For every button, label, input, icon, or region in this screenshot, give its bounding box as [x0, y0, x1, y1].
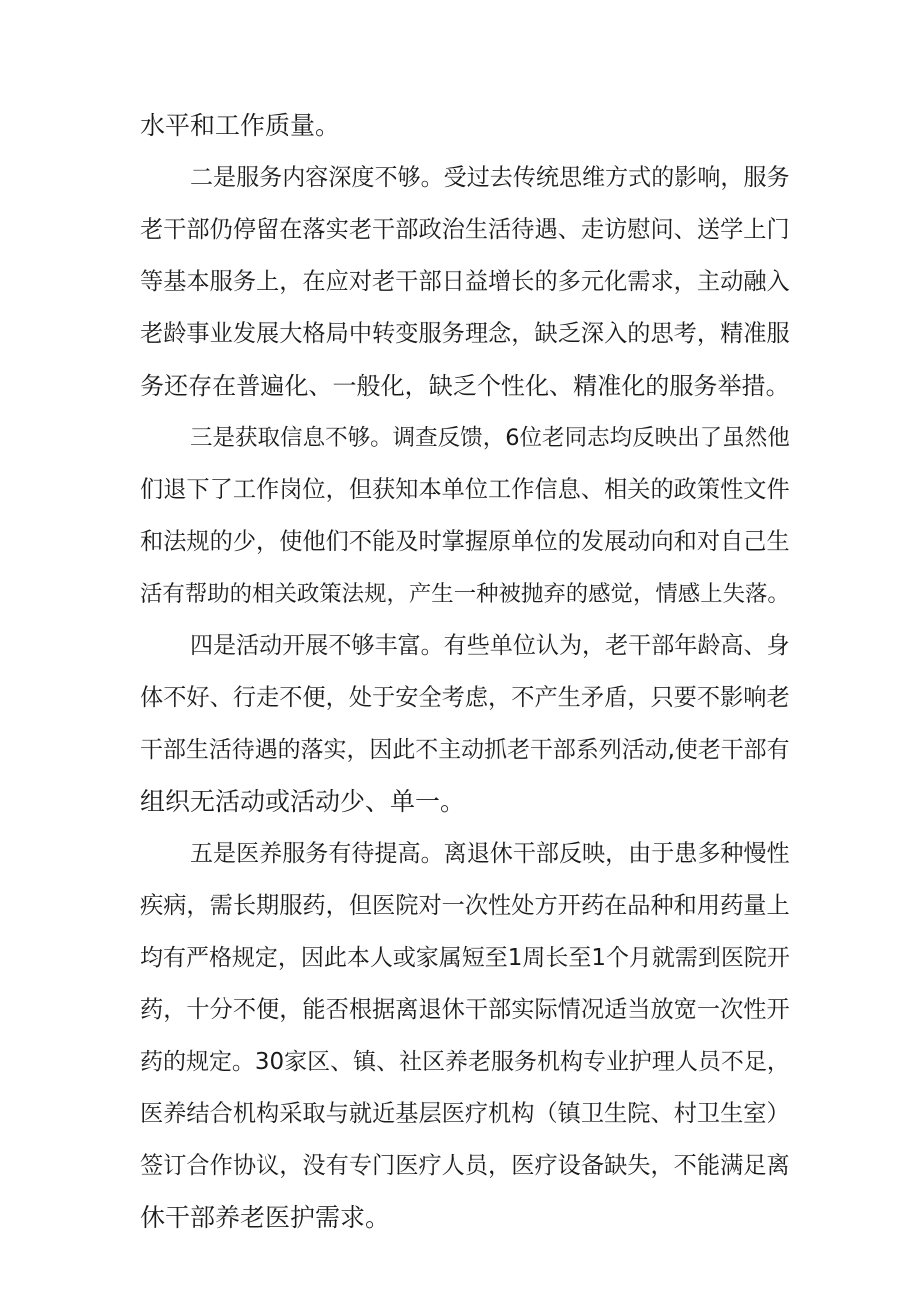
text-line — [0, 933, 920, 983]
text-line-content: 四是活动开展不够丰富。有些单位认为，老干部年龄高、身 — [190, 633, 790, 659]
text-line — [0, 517, 920, 567]
text-line — [0, 1193, 920, 1243]
text-line — [0, 777, 920, 827]
text-line-content: 药，十分不便，能否根据离退休干部实际情况适当放宽一次性开 — [140, 996, 790, 1023]
text-line-content: 老干部仍停留在落实老干部政治生活待遇、走访慰问、送学上门 — [140, 216, 790, 243]
text-line-content: 干部生活待遇的落实，因此不主动抓老干部系列活动,使老干部有 — [140, 737, 790, 763]
text-line — [0, 725, 920, 775]
text-line — [0, 569, 920, 619]
text-line — [0, 881, 920, 931]
text-line-content: 疾病，需长期服药，但医院对一次性处方开药在品种和用药量上 — [140, 892, 790, 919]
text-line-content: 务还存在普遍化、一般化，缺乏个性化、精准化的服务举措。 — [140, 372, 790, 400]
text-line-content: 医养结合机构采取与就近基层医疗机构（镇卫生院、村卫生室） — [140, 1100, 790, 1127]
text-line — [0, 1089, 920, 1139]
text-line — [0, 413, 920, 463]
text-line-content: 药的规定。30家区、镇、社区养老服务机构专业护理人员不足， — [140, 1049, 790, 1075]
text-line — [0, 985, 920, 1035]
text-line — [0, 1141, 920, 1191]
text-line — [0, 673, 920, 723]
text-line-content: 签订合作协议，没有专门医疗人员，医疗设备缺失，不能满足离 — [140, 1152, 790, 1179]
text-line-content: 老龄事业发展大格局中转变服务理念，缺乏深入的思考，精准服 — [140, 320, 790, 347]
text-line-content: 五是医养服务有待提高。离退休干部反映，由于患多种慢性 — [190, 841, 790, 867]
text-line — [0, 257, 920, 307]
text-line — [0, 361, 920, 411]
text-line-content: 水平和工作质量。 — [140, 111, 341, 140]
text-line-content: 休干部养老医护需求。 — [140, 1203, 391, 1232]
text-line-content: 们退下了工作岗位，但获知本单位工作信息、相关的政策性文件 — [140, 476, 790, 503]
text-line-content: 均有严格规定，因此本人或家属短至1周长至1个月就需到医院开 — [140, 945, 790, 971]
text-line — [0, 309, 920, 359]
text-line-content: 等基本服务上，在应对老干部日益增长的多元化需求，主动融入 — [140, 268, 790, 295]
text-line — [0, 101, 920, 151]
text-line-content: 二是服务内容深度不够。受过去传统思维方式的影响，服务 — [190, 165, 790, 191]
text-line-content: 体不好、行走不便，处于安全考虑，不产生矛盾，只要不影响老 — [140, 684, 790, 711]
text-line — [0, 1037, 920, 1087]
text-line — [0, 153, 920, 203]
text-line — [0, 465, 920, 515]
text-line — [0, 621, 920, 671]
text-line — [0, 205, 920, 255]
text-line-content: 三是获取信息不够。调查反馈，6位老同志均反映出了虽然他 — [190, 425, 790, 451]
text-line-content: 活有帮助的相关政策法规，产生一种被抛弃的感觉，情感上失落。 — [140, 581, 790, 607]
text-line-content: 和法规的少，使他们不能及时掌握原单位的发展动向和对自己生 — [140, 528, 790, 555]
text-line — [0, 829, 920, 879]
text-line-content: 组织无活动或活动少、单一。 — [140, 787, 466, 816]
